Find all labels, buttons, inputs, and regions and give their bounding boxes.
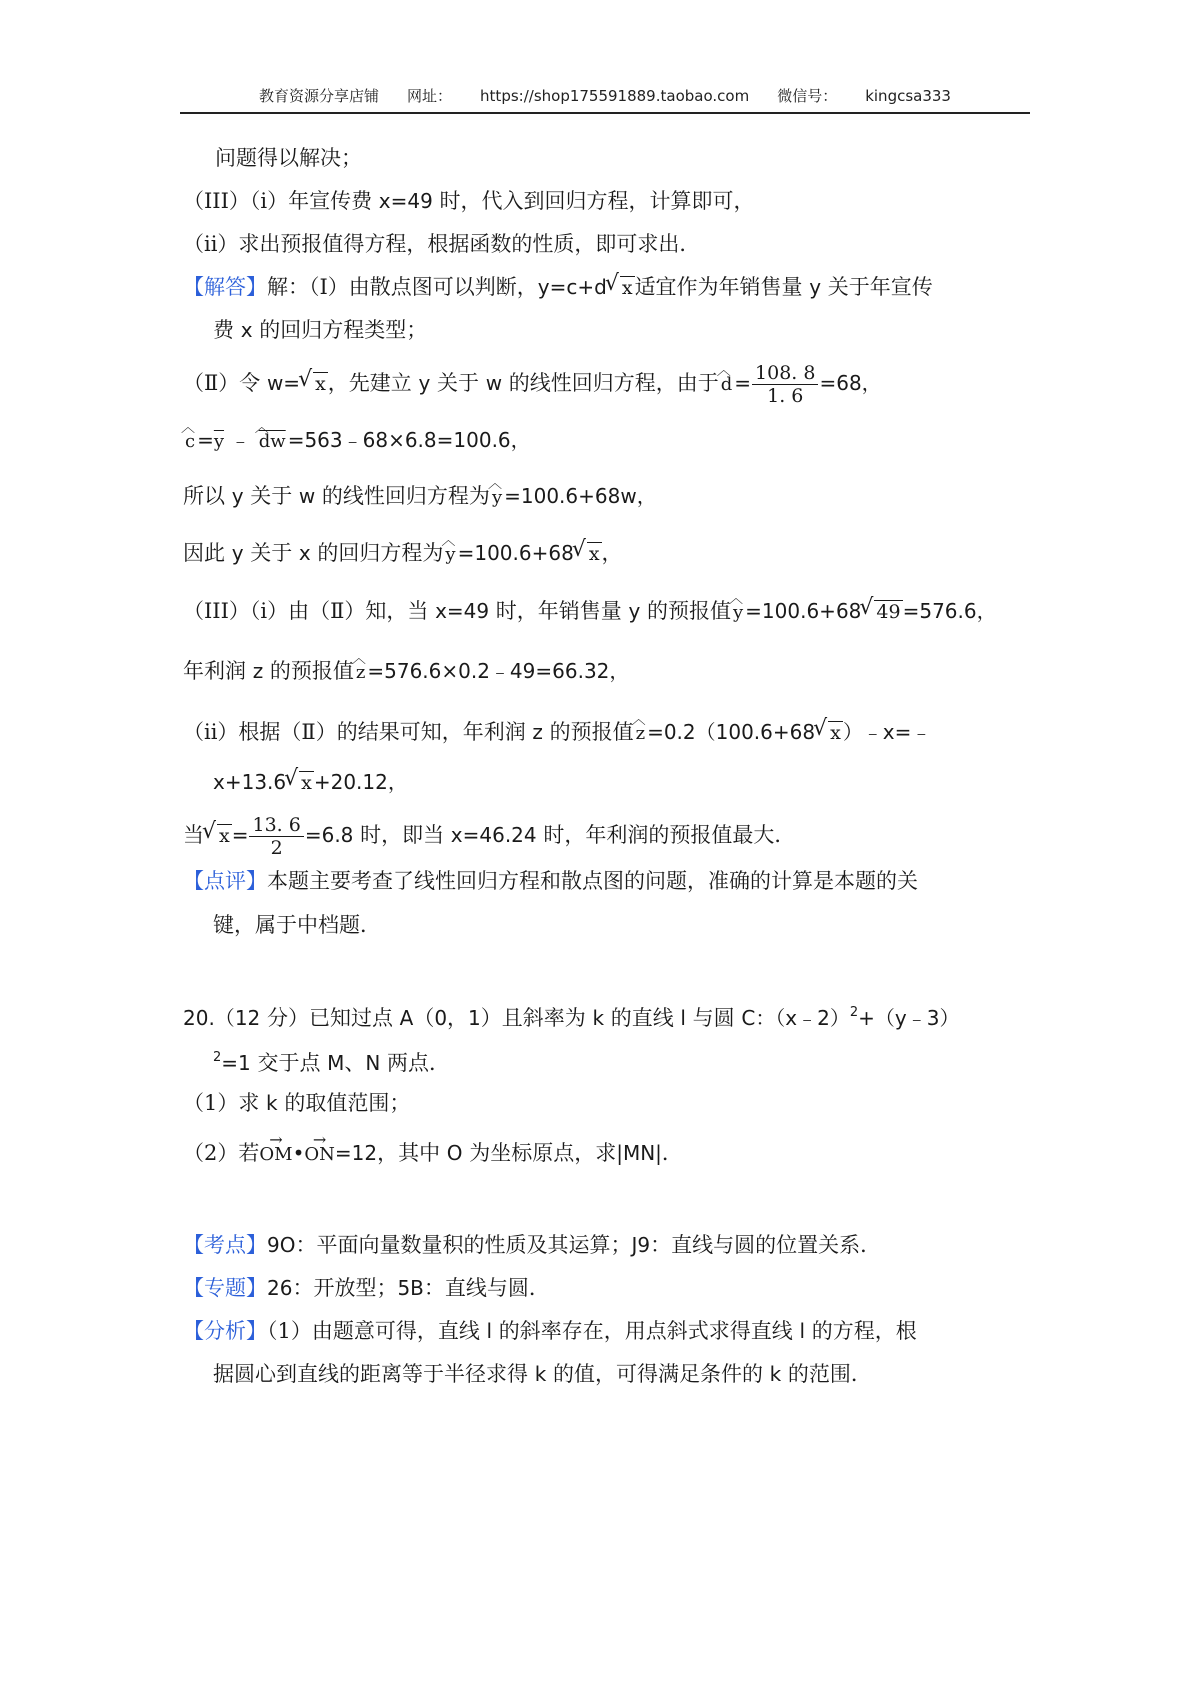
vector-on: → ON — [304, 1140, 335, 1170]
header-wechat: 微信号： kingcsa333 — [777, 86, 951, 105]
solution-line-11: 当 √ x = $\frac{13. 6}{2}$ =6.8 时，即当 x=46.24 时，年利润的预报值最大． — [183, 814, 1033, 859]
vector-om: → OM — [259, 1140, 292, 1170]
problem20-question-1: （1）求 k 的取值范围； — [183, 1091, 411, 1115]
fraction-13.6-over-2: $\frac{13. 6}{2}$ — [249, 814, 303, 859]
fenxi-line-1: 【分析】（1）由题意可得，直线 l 的斜率存在，用点斜式求得直线 l 的方程，根 — [183, 1319, 917, 1343]
comment-line-1: 【点评】本题主要考查了线性回归方程和散点图的问题，准确的计算是本题的关 — [183, 869, 918, 893]
header-site: 网址： https://shop175591889.taobao.com — [407, 86, 750, 105]
zhuanti-line: 【专题】26：开放型；5B：直线与圆． — [183, 1276, 550, 1300]
fraction-108.8-over-1.6: $\frac{108. 8}{1. 6}$ — [752, 362, 818, 407]
problem20-line-2: $^2$=1 交于点 M、N 两点． — [213, 1050, 451, 1075]
header-shop: 教育资源分享店铺 — [259, 86, 380, 105]
page-header — [180, 84, 1030, 114]
problem20-question-2: （2）若→ OM•→ ON=12，其中 O 为坐标原点，求|MN|． — [183, 1138, 1033, 1170]
solution-line-5: 所以 y 关于 w 的线性回归方程为 ︿ y =100.6+68w， — [183, 481, 1033, 513]
comment-tag: 【点评】 — [183, 869, 267, 893]
kaodian-line: 【考点】9O：平面向量数量积的性质及其运算；J9：直线与圆的位置关系． — [183, 1233, 882, 1257]
solution-line-2: 费 x 的回归方程类型； — [213, 318, 428, 342]
solution-line-9: （ii）根据（Ⅱ）的结果可知，年利润 z 的预报值 ︿ z =0.2（100.6+68 √ x ）﹣x=﹣ — [183, 717, 1033, 749]
comment-line-2: 键，属于中档题． — [213, 913, 381, 937]
fenxi-line-2: 据圆心到直线的距离等于半径求得 k 的值，可得满足条件的 k 的范围． — [213, 1362, 872, 1386]
solution-line-1: 【解答】解：（Ⅰ）由散点图可以判断，y=c+d √ x适宜作为年销售量 y 关于年宣传 — [183, 272, 1033, 303]
header-site-link[interactable]: https://shop175591889.taobao.com — [480, 86, 750, 105]
solution-line-8: 年利润 z 的预报值 ︿ z =576.6×0.2﹣49=66.32， — [183, 656, 1033, 688]
solution-line-4: ︿ $c =\overline{y}$ ﹣ ︿ $\overline{dw}$ =563﹣68×6.8=100.6， — [183, 425, 1033, 457]
solution-line-7: （III）（i）由（Ⅱ）知，当 x=49 时，年销售量 y 的预报值 ︿ y =100.6+68 √ 49 =576.6， — [183, 596, 1033, 628]
problem20-line-1: 20.（12 分）已知过点 A（0，1）且斜率为 k 的直线 l 与圆 C：（x﹣2）$^2$+（y﹣3） — [183, 1005, 960, 1030]
zhuanti-tag: 【专题】 — [183, 1276, 267, 1300]
solution-line-3: （Ⅱ）令 w= √ x，先建立 y 关于 w 的线性回归方程，由于 ︿ d = $\frac{108. 8}{1. 6}$ =68， — [183, 362, 1033, 407]
kaodian-tag: 【考点】 — [183, 1233, 267, 1257]
solution-tag: 【解答】 — [183, 275, 267, 299]
analysis-line-3: （ii）求出预报值得方程，根据函数的性质，即可求出． — [183, 232, 701, 256]
analysis-line-2: （III）（i）年宣传费 x=49 时，代入到回归方程，计算即可， — [183, 189, 755, 213]
fenxi-tag: 【分析】 — [183, 1319, 267, 1343]
solution-line-10: x+13.6 √ x +20.12， — [213, 767, 1063, 798]
solution-line-6: 因此 y 关于 x 的回归方程为 ︿ y =100.6+68 √ x， — [183, 538, 1033, 570]
analysis-line-1: 问题得以解决； — [215, 146, 362, 170]
